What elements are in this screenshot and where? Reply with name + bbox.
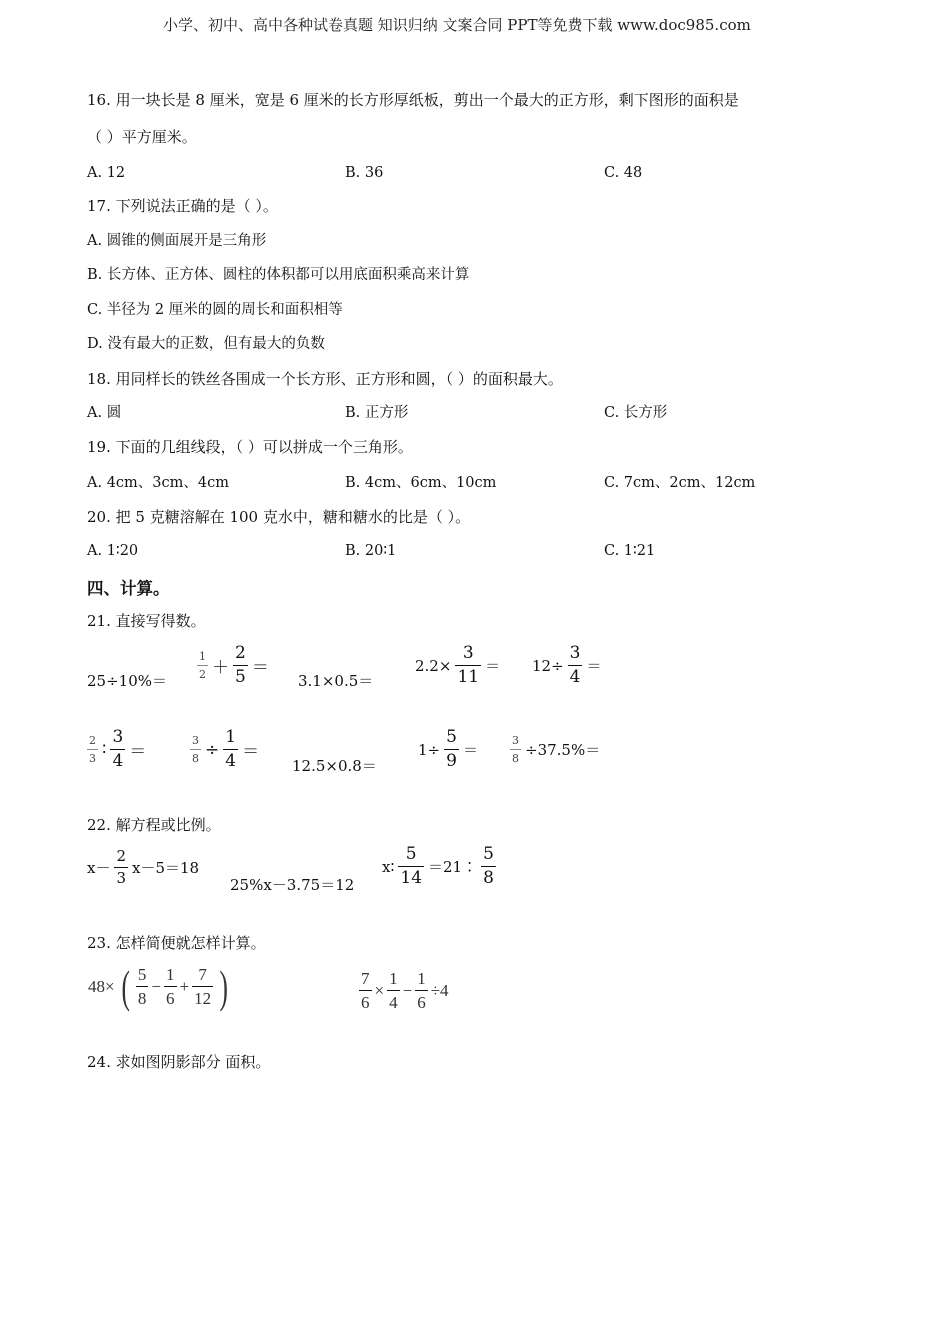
q18-stem: 18. 用同样长的铁丝各围成一个长方形、正方形和圆，（ ）的面积最大。 (87, 370, 563, 388)
fraction (444, 729, 459, 770)
expr-text: 25÷10%＝ (87, 672, 167, 690)
fraction (568, 645, 583, 686)
q21-r2-e4 (418, 729, 478, 770)
equals: ＝ (485, 657, 501, 675)
denominator: 6 (164, 986, 177, 1007)
left-paren: ( (121, 961, 130, 1012)
denominator: 8 (483, 868, 494, 888)
q21-r1-e5 (532, 645, 602, 686)
q23-expr1 (88, 961, 231, 1012)
fraction (455, 645, 481, 686)
numerator: 1 (166, 965, 175, 985)
denominator: 12 (192, 986, 213, 1007)
denominator: 11 (457, 667, 480, 687)
operator: ÷ (205, 739, 220, 760)
denominator: 8 (136, 986, 149, 1007)
fraction (192, 966, 213, 1007)
denominator: 14 (400, 868, 423, 888)
numerator: 1 (417, 969, 426, 988)
fraction (164, 966, 177, 1007)
q21-r1-e4 (415, 645, 500, 686)
q23-expr2 (359, 970, 449, 1011)
operator: × (374, 980, 385, 1000)
q19-option-a: A. 4cm、3cm、4cm (87, 475, 229, 491)
q20-option-b: B. 20∶1 (345, 543, 397, 559)
q21-r2-e3 (292, 755, 377, 776)
q19-option-c: C. 7cm、2cm、12cm (604, 475, 756, 491)
expr-text: ÷37.5%＝ (525, 741, 601, 759)
q19-stem: 19. 下面的几组线段，（ ）可以拼成一个三角形。 (87, 438, 413, 456)
fraction (114, 849, 128, 886)
q22-eq3 (382, 846, 496, 887)
q21-stem: 21. 直接写得数。 (87, 612, 206, 630)
q18-option-c: C. 长方形 (604, 405, 668, 421)
operator: − (402, 980, 413, 1000)
numerator: 5 (446, 727, 457, 747)
q16-stem-cont: （ ）平方厘米。 (87, 128, 197, 146)
equals: ＝ (462, 741, 478, 759)
expr-text: x－5＝18 (132, 859, 200, 877)
q20-option-c: C. 1∶21 (604, 543, 656, 559)
denominator: 6 (359, 990, 372, 1011)
q21-r1-e1 (87, 670, 167, 691)
numerator: 5 (137, 965, 147, 985)
numerator: 3 (112, 727, 124, 747)
equals: ＝ (251, 658, 269, 678)
numerator: 3 (512, 734, 519, 747)
q16-stem: 16. 用一块长是 8 厘米，宽是 6 厘米的长方形厚纸板，剪出一个最大的正方形，剩下图形的面积是 (87, 91, 739, 109)
q17-option-a: A. 圆锥的侧面展开是三角形 (87, 233, 267, 249)
numerator: 1 (389, 969, 398, 988)
numerator: 2 (89, 734, 96, 747)
numerator: 2 (235, 643, 246, 663)
equals: ＝ (129, 742, 147, 762)
operator: − (151, 976, 162, 996)
expr-text: x∶ (382, 857, 395, 876)
expr-text: x－ (87, 859, 111, 877)
denominator: 3 (87, 749, 98, 764)
expr-text: ÷4 (430, 980, 449, 1000)
denominator: 8 (510, 749, 521, 764)
numerator: 1 (199, 650, 206, 663)
numerator: 5 (405, 844, 417, 864)
q19-option-b: B. 4cm、6cm、10cm (345, 475, 497, 491)
q18-option-b: B. 正方形 (345, 405, 409, 421)
expr-text: 2.2× (415, 656, 452, 675)
numerator: 1 (225, 727, 237, 747)
fraction (415, 970, 428, 1011)
q18-option-a: A. 圆 (87, 405, 122, 421)
fraction (190, 735, 201, 764)
q20-option-a: A. 1∶20 (87, 543, 139, 559)
fraction (481, 846, 496, 887)
q17-option-d: D. 没有最大的正数，但有最大的负数 (87, 336, 325, 352)
expr-text: 3.1×0.5＝ (298, 672, 374, 690)
q16-option-b: B. 36 (345, 165, 384, 181)
q22-stem: 22. 解方程或比例。 (87, 816, 221, 834)
denominator: 3 (116, 869, 127, 887)
q21-r2-e2 (190, 729, 259, 770)
fraction (110, 729, 125, 770)
q20-stem: 20. 把 5 克糖溶解在 100 克水中，糖和糖水的比是（ ）。 (87, 508, 471, 526)
q22-eq2 (230, 874, 354, 895)
denominator: 2 (197, 665, 208, 680)
expr-text: 1÷ (418, 740, 441, 759)
page-header: 小学、初中、高中各种试卷真题 知识归纳 文案合同 PPT等免费下载 www.doc985.com (163, 16, 751, 34)
fraction (359, 970, 372, 1011)
q21-r1-e3 (298, 670, 373, 691)
fraction (510, 735, 521, 764)
q24-stem: 24. 求如图阴影部分 面积。 (87, 1053, 271, 1071)
numerator: 3 (462, 643, 474, 663)
expr-text: 12÷ (532, 656, 564, 675)
operator: ＋ (212, 658, 229, 678)
fraction (87, 735, 98, 764)
q21-r2-e1 (87, 729, 146, 770)
expr-text: 12.5×0.8＝ (292, 757, 377, 775)
numerator: 5 (483, 844, 494, 864)
q16-option-a: A. 12 (87, 165, 126, 181)
numerator: 7 (361, 969, 370, 988)
denominator: 4 (225, 751, 237, 771)
denominator: 8 (190, 749, 201, 764)
fraction (223, 729, 238, 770)
fraction (197, 651, 208, 680)
denominator: 4 (112, 751, 124, 771)
operator: + (179, 976, 190, 996)
fraction (398, 846, 424, 887)
denominator: 9 (446, 751, 457, 771)
expr-text: 25%x－3.75＝12 (230, 876, 355, 894)
q22-eq1 (87, 849, 199, 886)
q17-stem: 17. 下列说法正确的是（ ）。 (87, 197, 278, 215)
denominator: 5 (235, 667, 246, 687)
numerator: 7 (198, 965, 207, 985)
expr-text: ＝21∶ (428, 858, 478, 876)
q17-option-c: C. 半径为 2 厘米的圆的周长和面积相等 (87, 302, 343, 318)
fraction (136, 966, 149, 1007)
numerator: 3 (192, 734, 199, 747)
numerator: 3 (569, 643, 581, 663)
equals: ＝ (242, 742, 260, 762)
fraction (387, 970, 400, 1011)
fraction (233, 645, 248, 686)
denominator: 6 (415, 990, 428, 1011)
q17-option-b: B. 长方体、正方体、圆柱的体积都可以用底面积乘高来计算 (87, 267, 470, 283)
section-title: 四、计算。 (87, 579, 170, 598)
q21-r1-e2 (197, 645, 269, 686)
equals: ＝ (586, 657, 602, 675)
denominator: 4 (387, 990, 400, 1011)
q21-r2-e5 (510, 735, 600, 764)
operator: ∶ (102, 739, 107, 760)
denominator: 4 (569, 667, 581, 687)
right-paren: ) (219, 961, 228, 1012)
q16-option-c: C. 48 (604, 165, 643, 181)
numerator: 2 (116, 847, 127, 865)
expr-text: 48× (88, 976, 115, 996)
q23-stem: 23. 怎样简便就怎样计算。 (87, 934, 266, 952)
